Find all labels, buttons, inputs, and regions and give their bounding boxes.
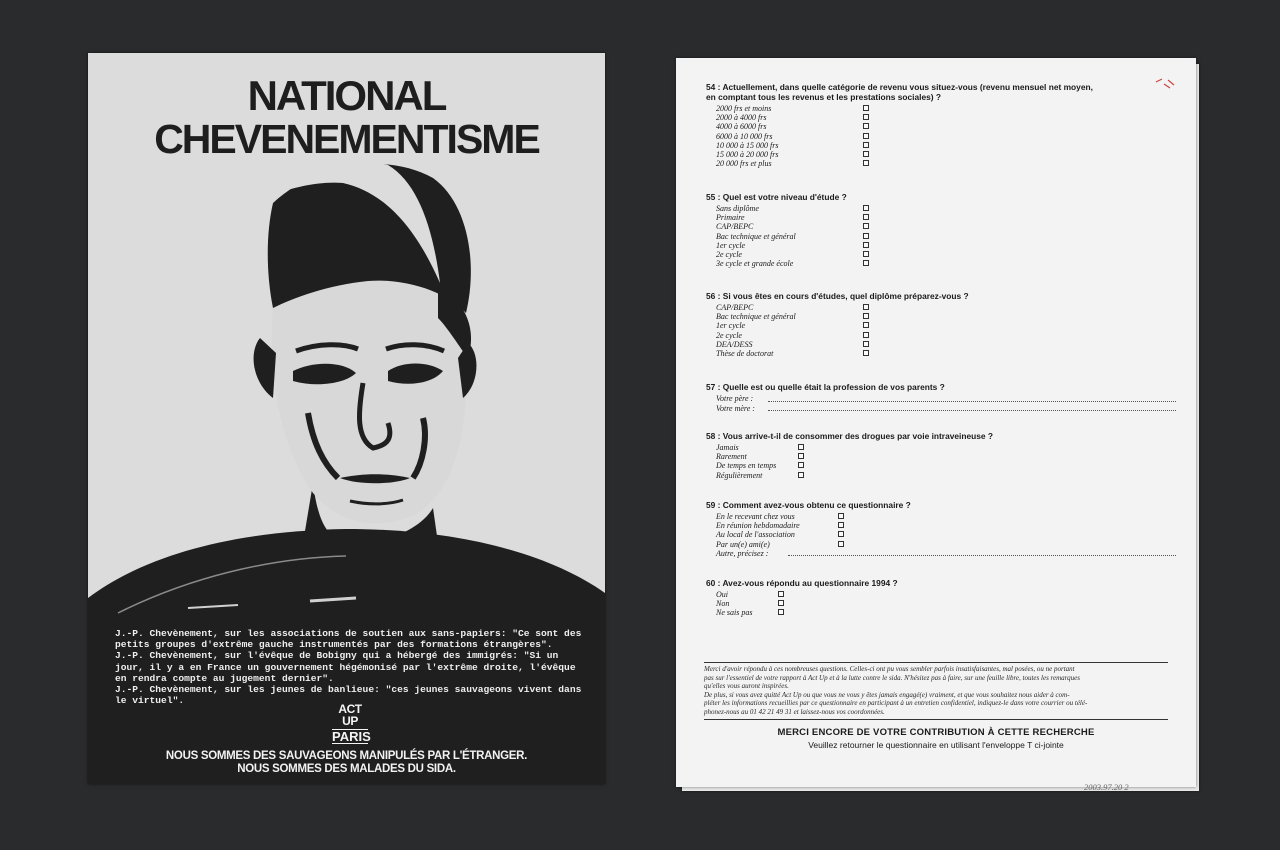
q60-option	[706, 608, 1176, 617]
poster-quotes	[115, 628, 585, 706]
q59-option	[706, 540, 1176, 549]
question-58	[706, 431, 1176, 480]
q54-option-label: 2000 frs et moins	[716, 104, 772, 113]
q59-checkbox[interactable]	[838, 513, 844, 519]
q56-option	[706, 331, 1176, 340]
q58-option	[706, 471, 1176, 480]
q55-option	[706, 259, 1176, 268]
q55-option-label: Bac technique et général	[716, 231, 796, 241]
q60-option-label: Non	[716, 599, 730, 609]
q55-checkbox[interactable]	[863, 214, 869, 220]
quote-bobigny: J.-P. Chevènement, sur l'évêque de Bobigny qui a hébergé des immigrés: "Si un jour, il y a en France un gouvernement hégémonisé par l'extrême droite, l'évêque en rendra compte au jugement dernier".	[115, 650, 576, 684]
q59-option	[706, 512, 1176, 521]
q58-checkbox[interactable]	[798, 444, 804, 450]
q58-checkbox[interactable]	[798, 453, 804, 459]
q58-option-label: Jamais	[716, 443, 739, 452]
q54-checkbox[interactable]	[863, 151, 869, 157]
slogan-line2: NOUS SOMMES DES MALADES DU SIDA.	[237, 763, 456, 775]
closing-line: pas sur l'essentiel de votre rapport à Act Up et à la lutte contre le sida. N'hésitez pas à faire, sur une feuille libre, toutes les remarques	[704, 673, 1080, 682]
quote-sans-papiers: J.-P. Chevènement, sur les associations de soutien aux sans-papiers: "Ce sont des petits groupes d'extrême gauche instrumentés par des formations étrangères".	[115, 628, 582, 651]
mother-profession-field[interactable]	[706, 404, 1176, 414]
q56-option	[706, 312, 1176, 321]
closing-note	[704, 662, 1168, 720]
q55-option	[706, 241, 1176, 250]
q56-checkbox[interactable]	[863, 322, 869, 328]
q55-checkbox[interactable]	[863, 205, 869, 211]
q59-other-label: Autre, précisez :	[716, 548, 769, 558]
question-54	[706, 82, 1176, 168]
q54-option	[706, 132, 1176, 141]
question-55	[706, 192, 1176, 268]
poster	[88, 53, 605, 784]
q59-checkbox[interactable]	[838, 531, 844, 537]
q59-other-dotted-line	[788, 555, 1176, 556]
logo-line2: PARIS	[332, 729, 371, 744]
q55-option-label: CAP/BEPC	[716, 222, 754, 232]
q60-checkbox[interactable]	[778, 600, 784, 606]
q55-option	[706, 204, 1176, 213]
q55-checkbox[interactable]	[863, 260, 869, 266]
father-dotted-line	[768, 401, 1176, 402]
father-profession-field[interactable]	[706, 394, 1176, 404]
question-55-title: 55 : Quel est votre niveau d'étude ?	[706, 192, 847, 202]
q56-option-label: Thèse de doctorat	[716, 348, 774, 358]
closing-line: qu'elles vous auront inspirées.	[704, 682, 789, 691]
closing-line: De plus, si vous avez quitté Act Up ou que vous ne vous y êtes jamais engagé(e) vraiment, et que vous souhaitez nous aider à com-	[704, 690, 1070, 699]
handwritten-reference: 2003.97.20 2	[1084, 782, 1129, 792]
q54-checkbox[interactable]	[863, 105, 869, 111]
q54-option	[706, 150, 1176, 159]
q58-option	[706, 461, 1176, 470]
question-58-title: 58 : Vous arrive-t-il de consommer des drogues par voie intraveineuse ?	[706, 431, 994, 441]
q56-checkbox[interactable]	[863, 332, 869, 338]
q54-option	[706, 159, 1176, 168]
q55-option-label: Sans diplôme	[716, 204, 759, 213]
question-59-title: 59 : Comment avez-vous obtenu ce questionnaire ?	[706, 500, 911, 510]
q54-option-label: 2000 à 4000 frs	[716, 113, 767, 123]
q58-option-label: Rarement	[716, 452, 747, 462]
q54-option	[706, 113, 1176, 122]
q54-option-label: 10 000 à 15 000 frs	[716, 140, 779, 150]
question-57	[706, 382, 1176, 413]
q54-option	[706, 104, 1176, 113]
q55-option-label: Primaire	[716, 213, 745, 223]
q55-option	[706, 213, 1176, 222]
mother-label: Votre mère :	[716, 403, 755, 413]
q58-option	[706, 443, 1176, 452]
q55-checkbox[interactable]	[863, 251, 869, 257]
q56-option-label: 1er cycle	[716, 321, 746, 331]
question-54-title-1: 54 : Actuellement, dans quelle catégorie de revenu vous situez-vous (revenu mensuel net moyen,	[706, 82, 1093, 92]
q54-checkbox[interactable]	[863, 160, 869, 166]
question-56	[706, 291, 1176, 358]
questionnaire-page	[676, 58, 1196, 792]
q54-checkbox[interactable]	[863, 133, 869, 139]
q60-option	[706, 599, 1176, 608]
question-54-title-2: en comptant tous les revenus et les prestations sociales) ?	[706, 92, 942, 102]
q54-checkbox[interactable]	[863, 142, 869, 148]
logo-line1: ACT UP	[338, 702, 362, 728]
q58-option-label: Régulièrement	[716, 470, 763, 480]
q55-checkbox[interactable]	[863, 233, 869, 239]
q60-option-label: Oui	[716, 590, 728, 599]
q59-checkbox[interactable]	[838, 541, 844, 547]
q56-option	[706, 303, 1176, 312]
poster-title-line2: CHEVENEMENTISME	[154, 116, 539, 162]
thanks-heading: MERCI ENCORE DE VOTRE CONTRIBUTION À CETTE RECHERCHE	[777, 727, 1095, 738]
q55-option-label: 2e cycle	[716, 249, 742, 259]
q60-option	[706, 590, 1176, 599]
act-up-logo	[332, 702, 371, 744]
q55-checkbox[interactable]	[863, 223, 869, 229]
q54-checkbox[interactable]	[863, 114, 869, 120]
q58-checkbox[interactable]	[798, 472, 804, 478]
q56-option-label: DEA/DESS	[716, 339, 753, 349]
q55-option-label: 1er cycle	[716, 240, 746, 250]
father-label: Votre père :	[716, 394, 754, 403]
q54-option-label: 6000 à 10 000 frs	[716, 131, 773, 141]
q59-option-label: En réunion hebdomadaire	[716, 521, 800, 531]
q54-option-label: 20 000 frs et plus	[716, 159, 772, 169]
q59-other-field[interactable]	[706, 549, 1176, 559]
q59-option-label: En le recevant chez vous	[716, 512, 795, 521]
q56-checkbox[interactable]	[863, 341, 869, 347]
q59-option-label: Au local de l'association	[716, 530, 795, 540]
question-56-title: 56 : Si vous êtes en cours d'études, quel diplôme préparez-vous ?	[706, 291, 969, 301]
question-60	[706, 578, 1176, 618]
q59-checkbox[interactable]	[838, 522, 844, 528]
q55-option-label: 3e cycle et grande école	[716, 259, 794, 269]
poster-title-line1: NATIONAL	[247, 72, 446, 119]
closing-line: pléter les informations recueillies par ce questionnaire en participant à un entretien confidentiel, indiquez-le dans votre courrier ou télé-	[704, 699, 1088, 708]
return-instruction: Veuillez retourner le questionnaire en utilisant l'enveloppe T ci-jointe	[808, 740, 1064, 750]
closing-line: Merci d'avoir répondu à ces nombreuses questions. Celles-ci ont pu vous sembler parfois insatisfaisantes, mal posées, ou ne portant	[704, 665, 1075, 673]
question-57-title: 57 : Quelle est ou quelle était la profession de vos parents ?	[706, 382, 945, 392]
q55-checkbox[interactable]	[863, 242, 869, 248]
mother-dotted-line	[768, 410, 1176, 411]
q54-option	[706, 122, 1176, 131]
q56-option	[706, 349, 1176, 358]
q56-option-label: Bac technique et général	[716, 312, 796, 322]
q54-option	[706, 141, 1176, 150]
q56-option-label: CAP/BEPC	[716, 303, 754, 312]
q55-option	[706, 250, 1176, 259]
quote-banlieue: J.-P. Chevènement, sur les jeunes de banlieue: "ces jeunes sauvageons vivent dans le virtuel".	[115, 684, 582, 707]
q58-option-label: De temps en temps	[716, 461, 777, 471]
q56-checkbox[interactable]	[863, 313, 869, 319]
q60-checkbox[interactable]	[778, 609, 784, 615]
slogan-line1: NOUS SOMMES DES SAUVAGEONS MANIPULÉS PAR L'ÉTRANGER.	[165, 750, 528, 762]
q55-option	[706, 222, 1176, 231]
closing-line: phonez-nous au 01 42 21 49 31 et laissez-nous vos coordonnées.	[704, 707, 885, 716]
q54-option-label: 15 000 à 20 000 frs	[716, 149, 779, 159]
q59-option	[706, 521, 1176, 530]
q59-option	[706, 530, 1176, 539]
question-60-title: 60 : Avez-vous répondu au questionnaire 1994 ?	[706, 578, 898, 588]
q56-checkbox[interactable]	[863, 304, 869, 310]
q59-option-label: Par un(e) ami(e)	[716, 539, 770, 549]
q56-checkbox[interactable]	[863, 350, 869, 356]
q54-option-label: 4000 à 6000 frs	[716, 122, 767, 132]
q58-checkbox[interactable]	[798, 462, 804, 468]
q58-option	[706, 452, 1176, 461]
q54-checkbox[interactable]	[863, 123, 869, 129]
question-59	[706, 500, 1176, 558]
q55-option	[706, 232, 1176, 241]
q56-option-label: 2e cycle	[716, 330, 742, 340]
q56-option	[706, 321, 1176, 330]
q60-checkbox[interactable]	[778, 591, 784, 597]
q56-option	[706, 340, 1176, 349]
q60-option-label: Ne sais pas	[716, 608, 753, 618]
